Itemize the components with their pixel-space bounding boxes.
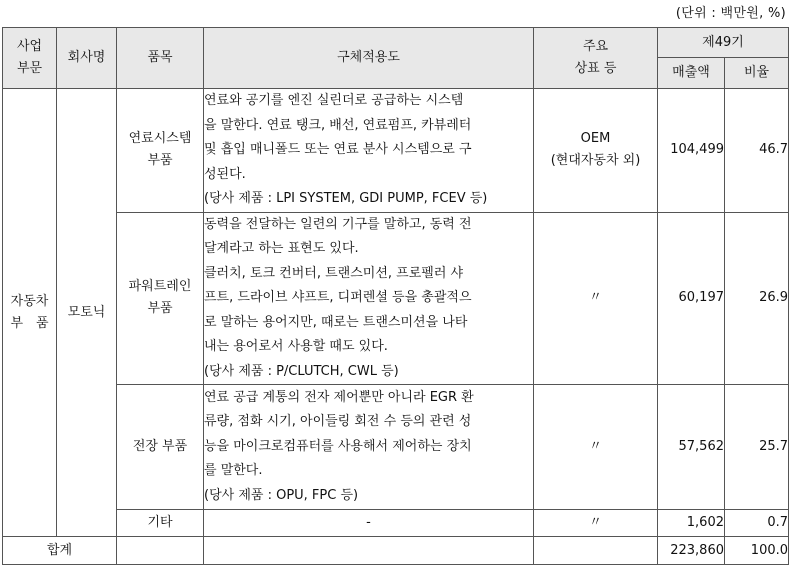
total-sales: 223,860 <box>658 537 725 565</box>
header-brand <box>534 28 658 89</box>
item-cell: 기타 <box>117 510 204 537</box>
usage-line: 달계라고 하는 표현도 있다. <box>204 241 359 256</box>
usage-line: (당사 제품 : OPU, FPC 등) <box>204 487 359 503</box>
usage-cell: - <box>204 510 534 537</box>
usage-line: 프트, 드라이브 샤프트, 디퍼렌셜 등을 총괄적으 <box>204 290 472 305</box>
usage-line: (당사 제품 : LPI SYSTEM, GDI PUMP, FCEV 등) <box>204 191 488 206</box>
item-cell: 전장 부품 <box>117 385 204 510</box>
segment-cell <box>3 89 57 537</box>
header-company: 회사명 <box>57 28 117 89</box>
usage-cell <box>204 212 534 385</box>
header-segment-line2: 부문 <box>16 61 43 76</box>
item-line: 파워트레인 <box>128 279 192 295</box>
sales-cell: 104,499 <box>658 89 725 213</box>
brand-line: (현대자동차 외) <box>550 153 641 169</box>
item-line: 연료시스템 <box>128 131 192 147</box>
ratio-cell: 25.7 <box>725 385 789 510</box>
total-row <box>3 537 789 565</box>
brand-line: OEM <box>580 131 611 147</box>
unit-note: (단위 : 백만원, %) <box>675 6 786 21</box>
usage-line: 내는 용어로서 사용할 때도 있다. <box>204 339 388 354</box>
usage-cell <box>204 385 534 510</box>
header-brand-line2: 상표 등 <box>574 61 617 76</box>
usage-line: 로 말하는 용어지만, 때로는 트랜스미션을 나타 <box>204 314 468 330</box>
usage-line: 클러치, 토크 컨버터, 트랜스미션, 프로펠러 샤 <box>204 265 464 281</box>
table-row <box>3 510 789 537</box>
item-cell <box>117 89 204 213</box>
table-row <box>3 212 789 385</box>
header-brand-line1: 주요 <box>582 39 609 54</box>
usage-line: 을 말한다. 연료 탱크, 배선, 연료펌프, 카뷰레터 <box>204 117 472 133</box>
item-line: 부품 <box>147 153 173 169</box>
header-usage: 구체적용도 <box>204 28 534 89</box>
segment-line2: 부 품 <box>10 315 49 331</box>
usage-line: 성된다. <box>204 166 246 182</box>
sales-cell: 57,562 <box>658 385 725 510</box>
usage-line: 동력을 전달하는 일련의 기구를 말하고, 동력 전 <box>204 216 472 232</box>
product-sales-table <box>2 27 789 565</box>
table-row <box>3 385 789 510</box>
ratio-cell: 0.7 <box>725 510 789 537</box>
header-fiscal: 제49기 <box>658 28 789 58</box>
total-empty-item <box>117 537 204 565</box>
header-segment <box>3 28 57 89</box>
total-label: 합계 <box>3 537 117 565</box>
header-segment-line1: 사업 <box>16 39 43 54</box>
brand-cell: 〃 <box>534 212 658 385</box>
sales-cell: 1,602 <box>658 510 725 537</box>
usage-line: 연료와 공기를 엔진 실린더로 공급하는 시스템 <box>204 93 464 108</box>
company-cell: 모토닉 <box>57 89 117 537</box>
header-item: 품목 <box>117 28 204 89</box>
usage-line: 류량, 점화 시기, 아이들링 회전 수 등의 관련 성 <box>204 414 472 430</box>
brand-cell: 〃 <box>534 385 658 510</box>
usage-cell <box>204 89 534 213</box>
sales-cell: 60,197 <box>658 212 725 385</box>
header-sales: 매출액 <box>658 58 725 89</box>
usage-line: (당사 제품 : P/CLUTCH, CWL 등) <box>204 363 399 379</box>
total-ratio: 100.0 <box>725 537 789 565</box>
ratio-cell: 46.7 <box>725 89 789 213</box>
total-empty-brand <box>534 537 658 565</box>
ratio-cell: 26.9 <box>725 212 789 385</box>
table-row <box>3 89 789 213</box>
brand-cell: 〃 <box>534 510 658 537</box>
segment-line1: 자동차 <box>10 293 49 309</box>
usage-line: 및 흡입 매니폴드 또는 연료 분사 시스템으로 구 <box>204 142 472 157</box>
header-ratio: 비율 <box>725 58 789 89</box>
item-line: 부품 <box>147 301 173 317</box>
total-empty-usage <box>204 537 534 565</box>
usage-line: 능을 마이크로컴퓨터를 사용해서 제어하는 장치 <box>204 438 472 454</box>
usage-line: 를 말한다. <box>204 463 263 479</box>
usage-line: 연료 공급 계통의 전자 제어뿐만 아니라 EGR 환 <box>204 389 474 405</box>
brand-cell <box>534 89 658 213</box>
item-cell <box>117 212 204 385</box>
